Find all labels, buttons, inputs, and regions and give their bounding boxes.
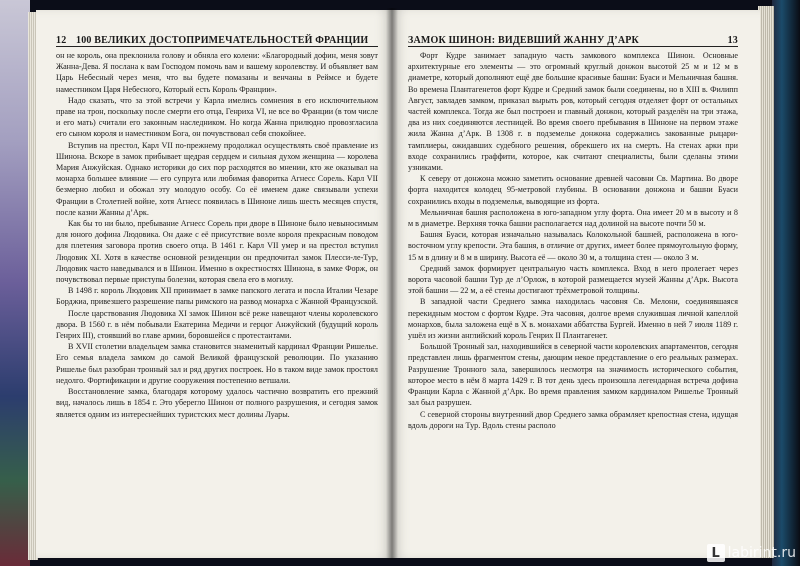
right-page [392, 10, 760, 558]
paragraph: Башня Буаси, которая изначально называлась Колокольной башней, расположена в юго-восточном углу крепости. Эта башня, в отличие от других, имеет более прямоугольную форму, 15 м в длину и 8 м в ширину. Высота её — около 30 м, а толщина стен — около 3 м. [408, 230, 738, 262]
left-page-text [56, 50, 378, 554]
paragraph: Средний замок формирует центральную часть комплекса. Вход в него пролегает через ворота часовой башни Тур де л’Орлож, в которой размещается музей Жанны д’Арк. Высота этой башни — 22 м, а её стены достигают трёхметровой толщины. [408, 263, 738, 296]
paragraph: он не король, она преклонила голову и обняла его колени: «Благородный дофин, меня зовут Жанна-Дева. Я послана к вам Господом помочь вам и вашему королевству. И объявляет вам Царь Небесный через меня, что вы будете помазаны и венчаны в Реймсе и будете наместником Царя Небесного, Который есть Король Франции». [56, 51, 378, 94]
paragraph: Мельничная башня расположена в юго-западном углу форта. Она имеет 20 м в высоту и 8 м в диаметре. Верхняя точка башни располагается над долиной на высоте почти 50 м. [408, 207, 738, 229]
background-photo-right [772, 0, 800, 566]
right-page-text [408, 50, 738, 554]
left-page-number: 12 [56, 35, 67, 46]
paragraph: Надо сказать, что за этой встречи у Карла имелись сомнения в его исключительном праве на трон, поскольку после смерти его отца, Генриха VI, не все во Франции (в том числе и его мать) считали его законным наследником. Но когда Жанна прилюдно провозгласила его сыном короля и наместником Бога, он почувствовал себя спокойнее. [56, 95, 378, 139]
paragraph: После царствования Людовика XI замок Шинон всё реже навещают члены королевского двора. В 1560 г. в нём побывали Екатерина Медичи и герцог Анжуйский (будущий король Генрих III), стоявший во главе армии, боровшейся с протестантами. [56, 308, 378, 341]
watermark [707, 544, 796, 562]
book-page-edges-right [758, 6, 774, 558]
paragraph: В 1498 г. король Людовик XII принимает в замке папского легата и посла Италии Чезаре Борджиа, привезшего разрешение папы римского на развод монарха с Жанной Французской. [56, 286, 378, 307]
paragraph: Форт Кудре занимает западную часть замкового комплекса Шинон. Основные архитектурные его элементы — это огромный круглый донжон высотой 25 м и 12 м в диаметре, который дополняют ещё две большие красивые башни: Буаси и Мельничная башня. Во времена Плантагенетов форт Кудре и Средний замок были соединены, но в XIII в. Филипп Август, завладев замком, приказал вырыть ров, который сегодня отделяет форт от остальных частей комплекса. Тогда же был построен и главный донжон, который разделён на три этажа, два из них соединяются лестницей. Во время своего пребывания в Шиноне на первом этаже жила Жанна д’Арк. В 1308 г. в подземелье донжона содержались закованные рыцари-тамплиеры, ожидавших судебного решения, обрекшего их на смерть. На стенах арки при входе сохранились граффити, которое, как считают специалисты, были сделаны этими узниками. [408, 51, 738, 173]
paragraph: С северной стороны внутренний двор Среднего замка обрамляет крепостная стена, идущая вдоль дороги на Тур. Вдоль стены располо [408, 409, 738, 430]
paragraph: Как бы то ни было, пребывание Агнесс Сорель при дворе в Шиноне было невыносимым для юного дофина Людовика. Он даже с её присутствие возле короля прекрасным поводом для плетения заговора против своего отца. В 1461 г. Карл VII умер и на престол вступил Людовик XI. Хотя в качестве основной резиденции он предпочитал замок Плесси-ле-Тур, Людовик часто наведывался и в Шинон. Именно в окрестностях Шинона, в замке Форж, он почувствовал первые приступы болезни, которая свела его в могилу. [56, 219, 378, 285]
right-running-title: ЗАМОК ШИНОН: ВИДЕВШИЙ ЖАННУ Д’АРК [408, 35, 639, 46]
right-page-header [408, 30, 738, 47]
watermark-logo-icon: L [707, 544, 725, 562]
book-gutter-shadow [386, 8, 398, 560]
watermark-text: labirint.ru [727, 545, 796, 561]
paragraph: К северу от донжона можно заметить основание древней часовни Св. Мартина. Во дворе форта находится колодец 95-метровой глубины. В основании донжона и башни Буаси сохранились входы в подземелья, выводящие из форта. [408, 174, 738, 206]
paragraph: Восстановление замка, благодаря которому удалось частично возвратить его прежний вид, началось лишь в 1854 г. Это уберегло Шинон от полного разрушения, и сегодня замок является одним из интереснейших туристских мест долины Луары. [56, 387, 378, 419]
paragraph: Большой Тронный зал, находившийся в северной части королевских апартаментов, сегодня представлен лишь фрагментом стены, дающим некое представление о его реальных размерах. Разрушение Тронного зала, завершилось несмотря на значимость исторического события, которое место в нём 8 марта 1429 г. В тот день здесь произошла легендарная встреча дофина Франции Карла с Жанной д’Арк. Во время правления замком кардиналом Ришелье Тронный зал был разрушен. [408, 342, 738, 408]
background-photo-left [0, 0, 30, 566]
left-running-title: 100 ВЕЛИКИХ ДОСТОПРИМЕЧАТЕЛЬНОСТЕЙ ФРАНЦИИ [76, 35, 369, 46]
left-page-header [56, 30, 378, 47]
right-page-number: 13 [727, 35, 738, 46]
paragraph: В западной части Среднего замка находилась часовня Св. Мелони, соединявшаяся перекидным мостом с фортом Кудре. Эта часовня, долгое время служившая личной капеллой монархов, была заложена ещё в X в. монахами аббатства Бургей. Именно в ней 7 июля 1189 г. ушёл из жизни английский король Генрих II Плантагенет. [408, 297, 738, 341]
paragraph: Вступив на престол, Карл VII по-прежнему продолжал осуществлять своё правление из Шинона. Вскоре в замок прибывает щедрая сердцем и сильная духом женщина — королева Мария Анжуйская. Однако историки до сих пор расходятся во мнении, кто же оказывал на монарха большее влияние — его супруга или любимая фаворитка Агнесс Сорель. Карл VII безмерно любил и обожал эту молодую особу. Со её именем даже связывали успехи Франции в Столетней войне, хотя Агнесс появилась в Шиноне лишь шесть месяцев спустя, после казни Жанны д’Арк. [56, 140, 378, 217]
paragraph: В XVII столетии владельцем замка становится знаменитый кардинал Франции Ришелье. Его семья владела замком до самой Великой французской революции. По указанию Ришелье был разобран тронный зал и ряд других построек. Но в таком виде замок простоял недолго. Фортификации и другие сооружения постепенно ветшали. [56, 342, 378, 385]
left-page [36, 10, 392, 558]
